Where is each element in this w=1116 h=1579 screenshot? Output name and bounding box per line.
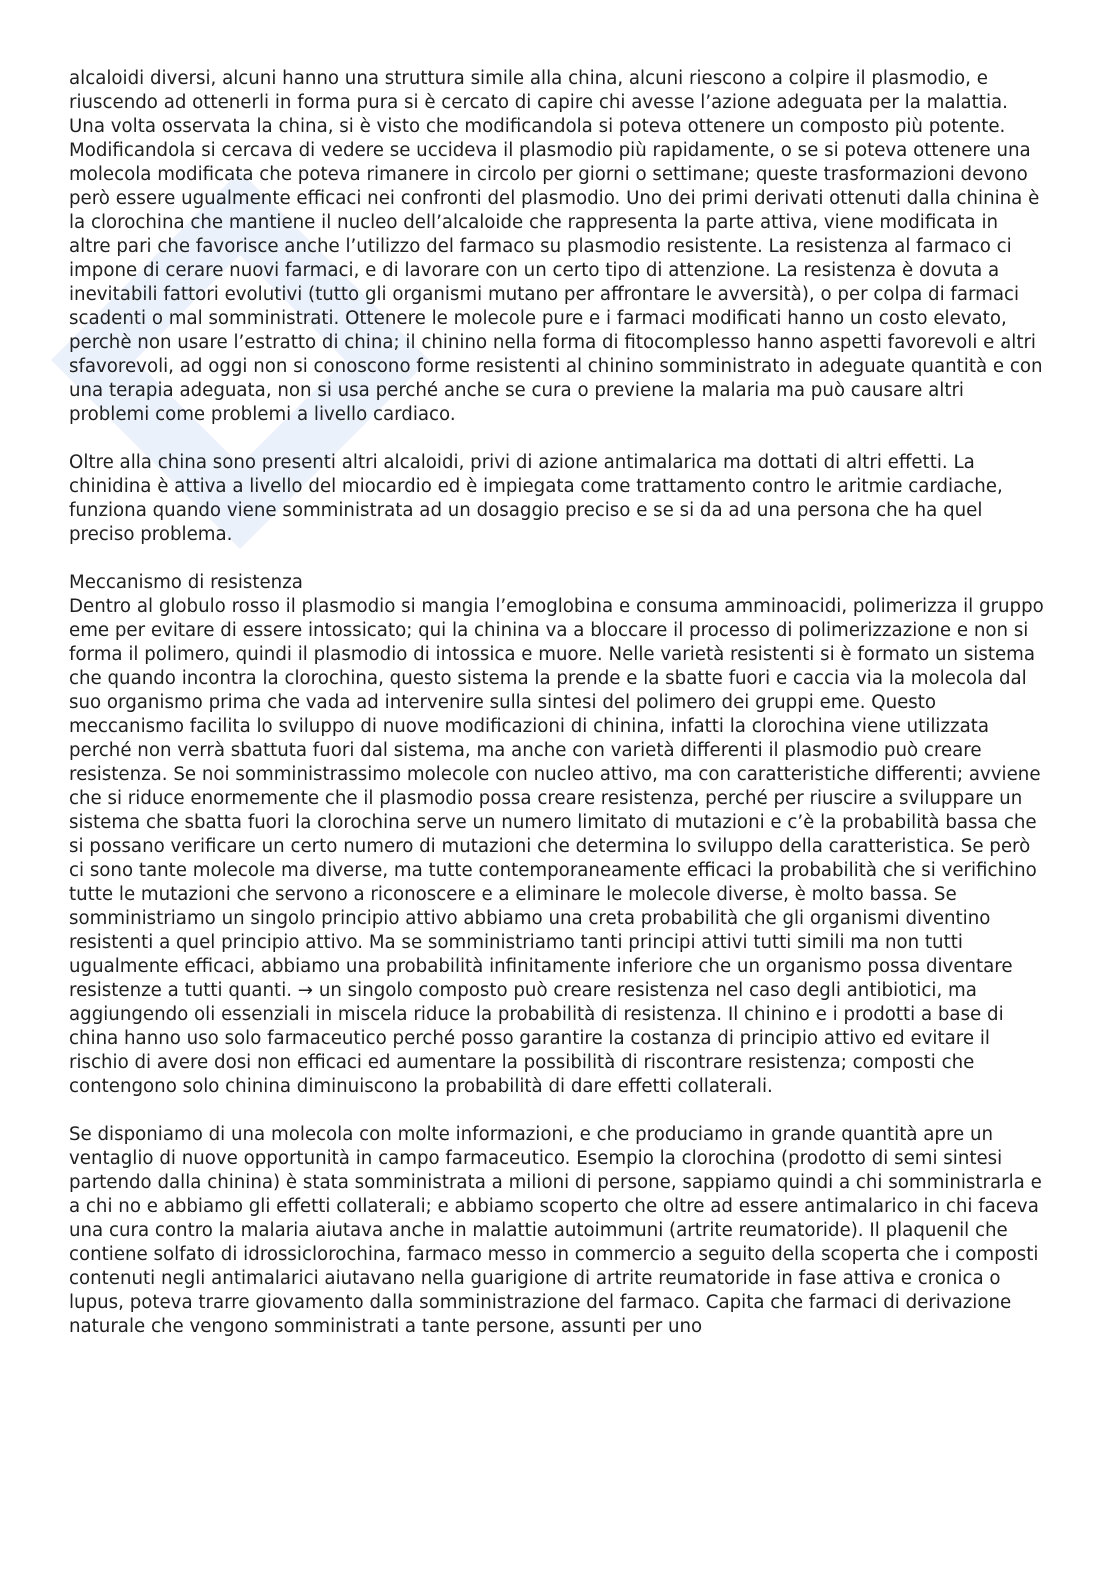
paragraph-4: Se disponiamo di una molecola con molte informazioni, e che produciamo in grande quantità apre un ventaglio di nuove opportunità in campo farmaceutico. Esempio la clorochina (prodotto di semi sintesi partendo dalla chinina) è stata somministrata a milioni di persone, sappiamo quindi a chi somministrarla e a chi no e abbiamo gli effetti collaterali; e abbiamo scoperto che oltre ad essere antimalarico in chi faceva una cura contro la malaria aiutava anche in malattie autoimmuni (artrite reumatoride). Il plaquenil che contiene solfato di idrossiclorochina, farmaco messo in commercio a seguito della scoperta che i composti contenuti negli antimalarici aiutavano nella guarigione di artrite reumatoride in fase attiva e cronica o lupus, poteva trarre giovamento dalla somministrazione del farmaco. Capita che farmaci di derivazione naturale che vengono somministrati a tante persone, assunti per uno <box>69 1124 1042 1337</box>
paragraph-3: Dentro al globulo rosso il plasmodio si mangia l’emoglobina e consuma amminoacidi, polimerizza il gruppo eme per evitare di essere intossicato; qui la chinina va a bloccare il processo di polimerizzazione e non si forma il polimero, quindi il plasmodio di intossica e muore. Nelle varietà resistenti si è formato un sistema che quando incontra la clorochina, questo sistema la prende e la sbatte fuori e caccia via la molecola dal suo organismo prima che vada ad intervenire sulla sintesi del polimero dei gruppi eme. Questo meccanismo facilita lo sviluppo di nuove modificazioni di chinina, infatti la clorochina viene utilizzata perché non verrà sbattuta fuori dal sistema, ma anche con varietà differenti il plasmodio può creare resistenza. Se noi somministrassimo molecole con nucleo attivo, ma con caratteristiche differenti; avviene che si riduce enormemente che il plasmodio possa creare resistenza, perché per riuscire a sviluppare un sistema che sbatta fuori la clorochina serve un numero limitato di mutazioni e c’è la probabilità bassa che si possano verificare un certo numero di mutazioni che determina lo sviluppo della caratteristica. Se però ci sono tante molecole ma diverse, ma tutte contemporaneamente efficaci la probabilità che si verifichino tutte le mutazioni che servono a riconoscere e a eliminare le molecole diverse, è molto bassa. Se somministriamo un singolo principio attivo abbiamo una creta probabilità che gli organismi diventino resistenti a quel principio attivo. Ma se somministriamo tanti principi attivi tutti simili ma non tutti ugualmente efficaci, abbiamo una probabilità infinitamente inferiore che un organismo possa diventare resistenze a tutti quanti. → un singolo composto può creare resistenza nel caso degli antibiotici, ma aggiungendo oli essenziali in miscela riduce la probabilità di resistenza. Il chinino e i prodotti a base di china hanno uso solo farmaceutico perché posso garantire la costanza di principio attivo ed evitare il rischio di avere dosi non efficaci ed aumentare la possibilità di riscontrare resistenza; composti che contengono solo chinina diminuiscono la probabilità di dare effetti collaterali. <box>69 596 1044 1097</box>
paragraph-1: alcaloidi diversi, alcuni hanno una struttura simile alla china, alcuni riescono a colpire il plasmodio, e riuscendo ad ottenerli in forma pura si è cercato di capire chi avesse l’azione adeguata per la malattia. Una volta osservata la china, si è visto che modificandola si poteva ottenere un composto più potente. Modificandola si cercava di vedere se uccideva il plasmodio più rapidamente, o se si poteva ottenere una molecola modificata che poteva rimanere in circolo per giorni o settimane; queste trasformazioni devono però essere ugualmente efficaci nei confronti del plasmodio. Uno dei primi derivati ottenuti dalla chinina è la clorochina che mantiene il nucleo dell’alcaloide che rappresenta la parte attiva, viene modificata in altre pari che favorisce anche l’utilizzo del farmaco su plasmodio resistente. La resistenza al farmaco ci impone di cerare nuovi farmaci, e di lavorare con un certo tipo di attenzione. La resistenza è dovuta a inevitabili fattori evolutivi (tutto gli organismi mutano per affrontare le avversità), o per colpa di farmaci scadenti o mal somministrati. Ottenere le molecole pure e i farmaci modificati hanno un costo elevato, perchè non usare l’estratto di china; il chinino nella forma di fitocomplesso hanno aspetti favorevoli e altri sfavorevoli, ad oggi non si conoscono forme resistenti al chinino somministrato in adeguate quantità e con una terapia adeguata, non si usa perché anche se cura o previene la malaria ma può causare altri problemi come problemi a livello cardiaco. <box>69 68 1043 425</box>
paragraph-2: Oltre alla china sono presenti altri alcaloidi, privi di azione antimalarica ma dottati di altri effetti. La chinidina è attiva a livello del miocardio ed è impiegata come trattamento contro le aritmie cardiache, funziona quando viene somministrata ad un dosaggio preciso e se si da ad una persona che ha quel preciso problema. <box>69 452 1003 545</box>
section-heading: Meccanismo di resistenza <box>69 572 303 593</box>
document-page <box>69 67 1044 1363</box>
